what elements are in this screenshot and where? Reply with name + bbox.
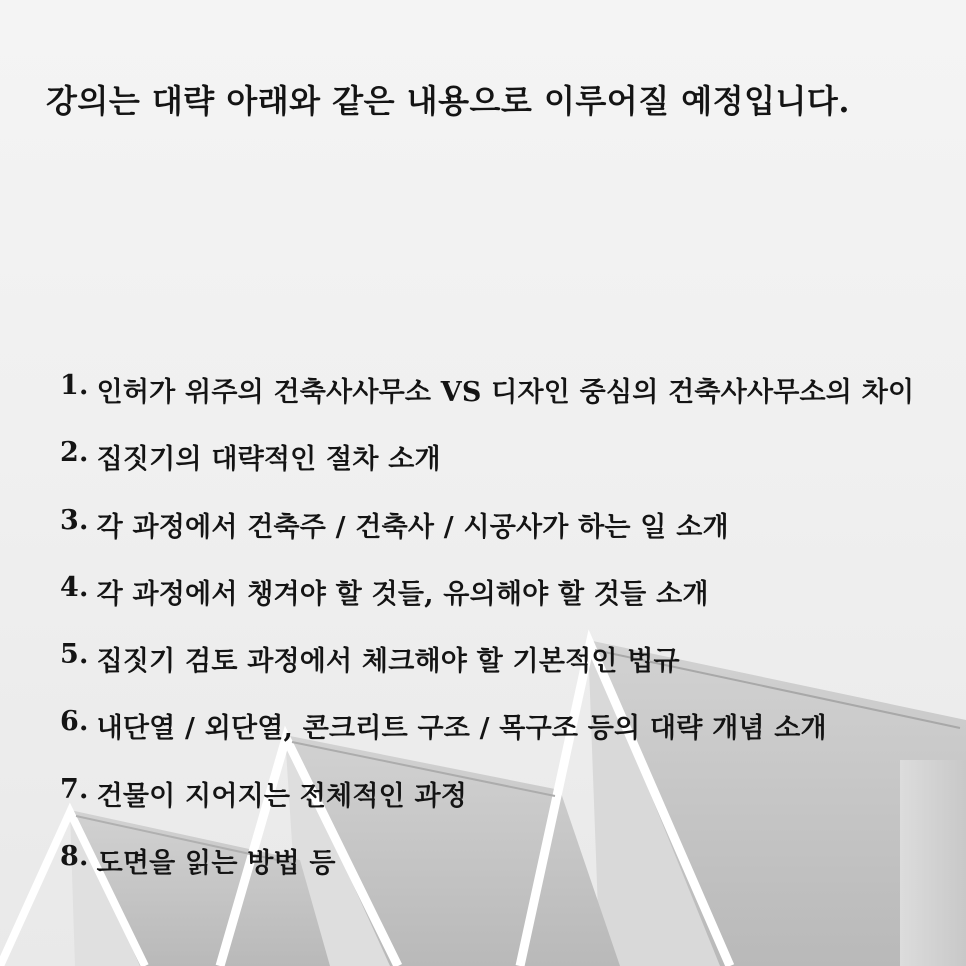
list-item-number: 6. [60, 706, 89, 738]
list-item-number: 7. [60, 773, 89, 805]
list-item [60, 841, 914, 908]
list-item-number: 8. [60, 841, 89, 873]
list-item [60, 774, 914, 841]
page-title: 강의는 대략 아래와 같은 내용으로 이루어질 예정입니다. [46, 82, 850, 120]
list-item-number: 5. [60, 639, 89, 671]
list-item-text: 집짓기의 대략적인 절차 소개 [96, 444, 441, 476]
list-item [60, 639, 914, 706]
list-item-number: 3. [60, 504, 89, 536]
list-item-number: 2. [60, 437, 89, 469]
list-item-text: 각 과정에서 건축주 / 건축사 / 시공사가 하는 일 소개 [96, 511, 729, 543]
list-item-text: 도면을 읽는 방법 등 [96, 848, 336, 880]
list-item [60, 505, 914, 572]
list-item [60, 370, 914, 437]
list-item-text: 각 과정에서 챙겨야 할 것들, 유의해야 할 것들 소개 [96, 578, 709, 610]
list-item-text: 집짓기 검토 과정에서 체크해야 할 기본적인 법규 [96, 646, 680, 678]
list-item [60, 437, 914, 504]
topic-list [60, 370, 914, 908]
list-item-text: 건물이 지어지는 전체적인 과정 [96, 780, 468, 812]
list-item-number: 4. [60, 571, 89, 603]
list-item-text: 내단열 / 외단열, 콘크리트 구조 / 목구조 등의 대략 개념 소개 [96, 713, 827, 745]
list-item-text: 인허가 위주의 건축사사무소 VS 디자인 중심의 건축사사무소의 차이 [96, 377, 915, 408]
list-item-number: 1. [60, 370, 89, 401]
list-item [60, 706, 914, 773]
list-item [60, 572, 914, 639]
